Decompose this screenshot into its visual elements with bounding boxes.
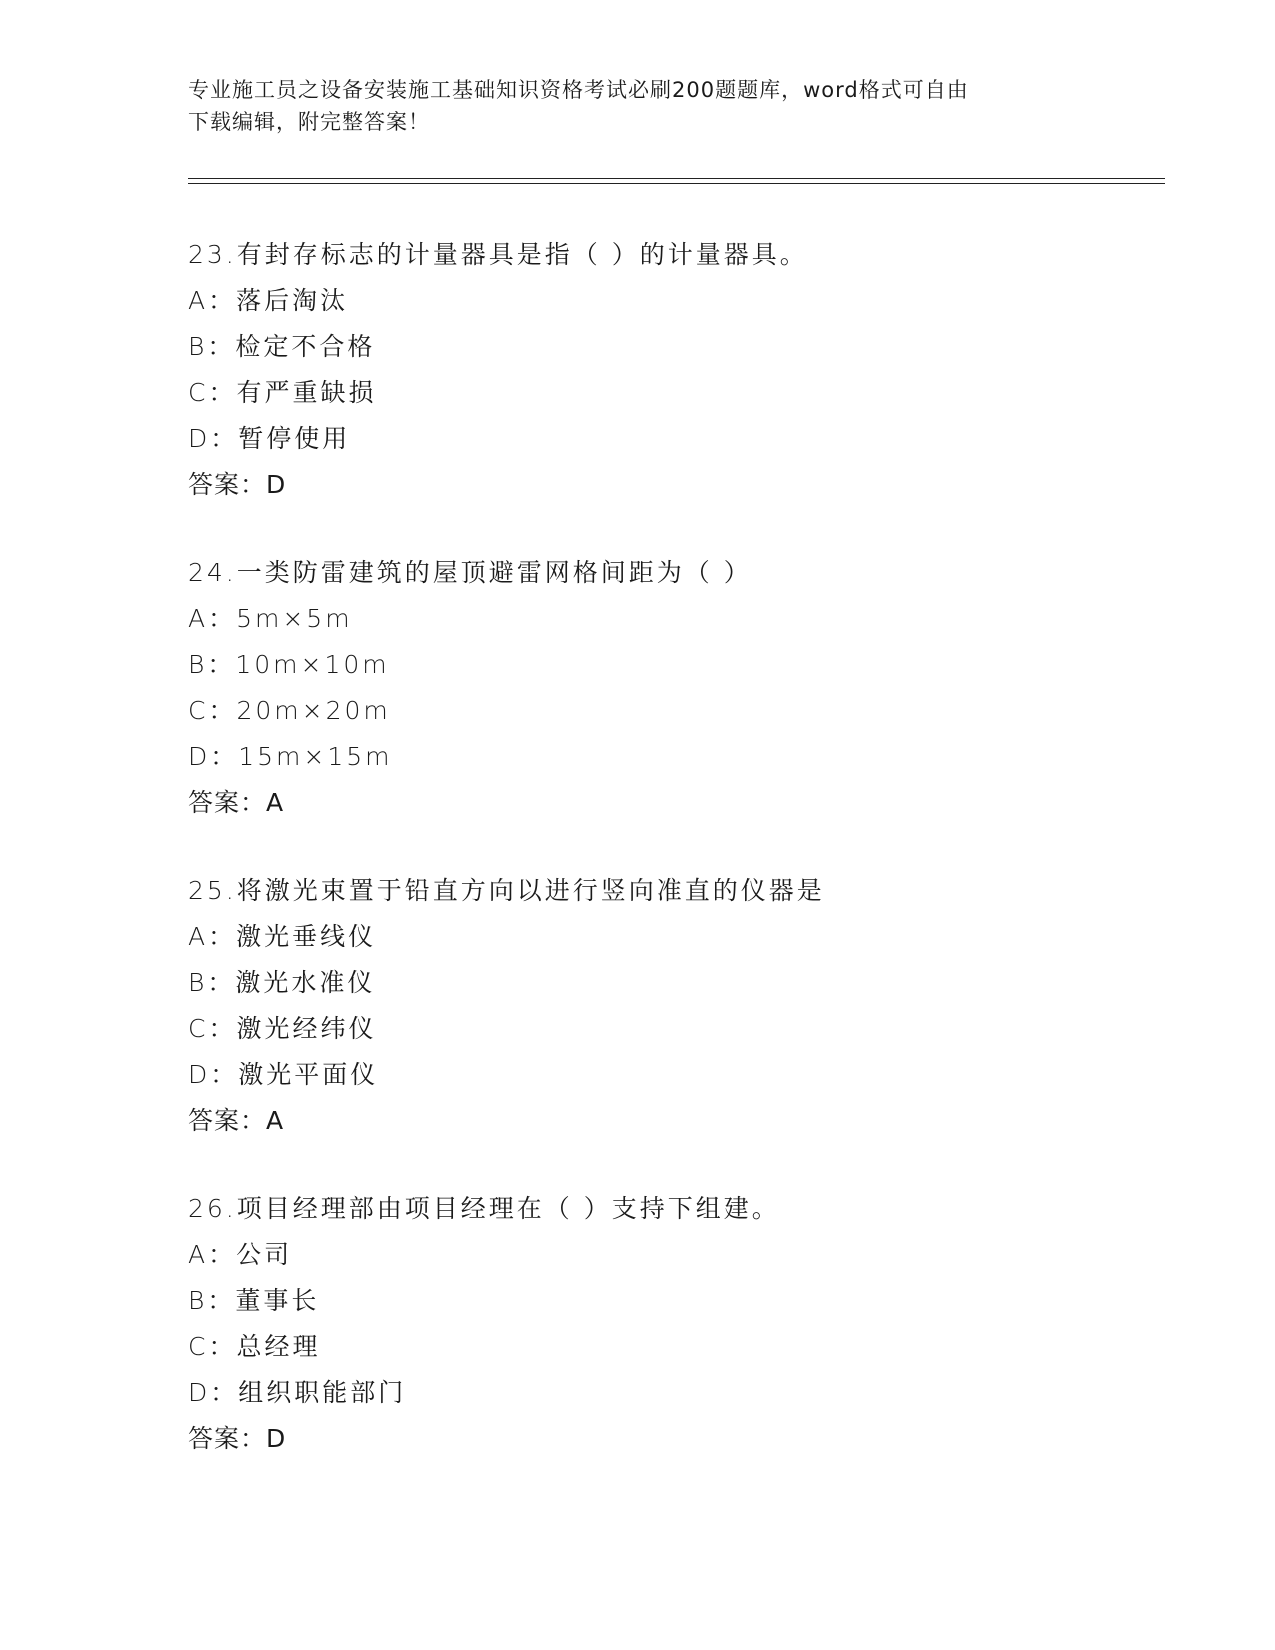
question-23 bbox=[188, 232, 1168, 508]
option-d: D：15m×15m bbox=[188, 742, 393, 771]
option-a: A：落后淘汰 bbox=[188, 286, 349, 315]
answer-line: 答案：D bbox=[188, 470, 287, 499]
option-b: B：董事长 bbox=[188, 1286, 320, 1315]
question-25 bbox=[188, 868, 1168, 1144]
option-b: B：检定不合格 bbox=[188, 332, 376, 361]
header-line-1: 专业施工员之设备安装施工基础知识资格考试必刷200题题库，word格式可自由 bbox=[188, 78, 969, 102]
option-a: A：公司 bbox=[188, 1240, 293, 1269]
header-line-2: 下载编辑，附完整答案！ bbox=[188, 110, 430, 134]
option-a: A：激光垂线仪 bbox=[188, 922, 377, 951]
question-list bbox=[188, 232, 1168, 1504]
option-d: D：暂停使用 bbox=[188, 424, 351, 453]
question-stem: 25.将激光束置于铅直方向以进行竖向准直的仪器是 bbox=[188, 876, 825, 905]
answer-line: 答案：A bbox=[188, 788, 285, 817]
answer-line: 答案：D bbox=[188, 1424, 287, 1453]
option-d: D：激光平面仪 bbox=[188, 1060, 379, 1089]
header-divider-bottom bbox=[188, 183, 1165, 184]
question-stem: 24.一类防雷建筑的屋顶避雷网格间距为（ ） bbox=[188, 558, 752, 587]
option-c: C：总经理 bbox=[188, 1332, 321, 1361]
question-26 bbox=[188, 1186, 1168, 1462]
option-b: B：激光水准仪 bbox=[188, 968, 376, 997]
question-stem: 26.项目经理部由项目经理在（ ）支持下组建。 bbox=[188, 1194, 780, 1223]
header-divider-top bbox=[188, 178, 1165, 179]
option-b: B：10m×10m bbox=[188, 650, 390, 679]
option-c: C：激光经纬仪 bbox=[188, 1014, 377, 1043]
question-stem: 23.有封存标志的计量器具是指（ ）的计量器具。 bbox=[188, 240, 808, 269]
question-24 bbox=[188, 550, 1168, 826]
option-c: C：20m×20m bbox=[188, 696, 391, 725]
document-header bbox=[188, 74, 1088, 138]
option-d: D：组织职能部门 bbox=[188, 1378, 407, 1407]
option-c: C：有严重缺损 bbox=[188, 378, 377, 407]
answer-line: 答案：A bbox=[188, 1106, 285, 1135]
option-a: A：5m×5m bbox=[188, 604, 353, 633]
